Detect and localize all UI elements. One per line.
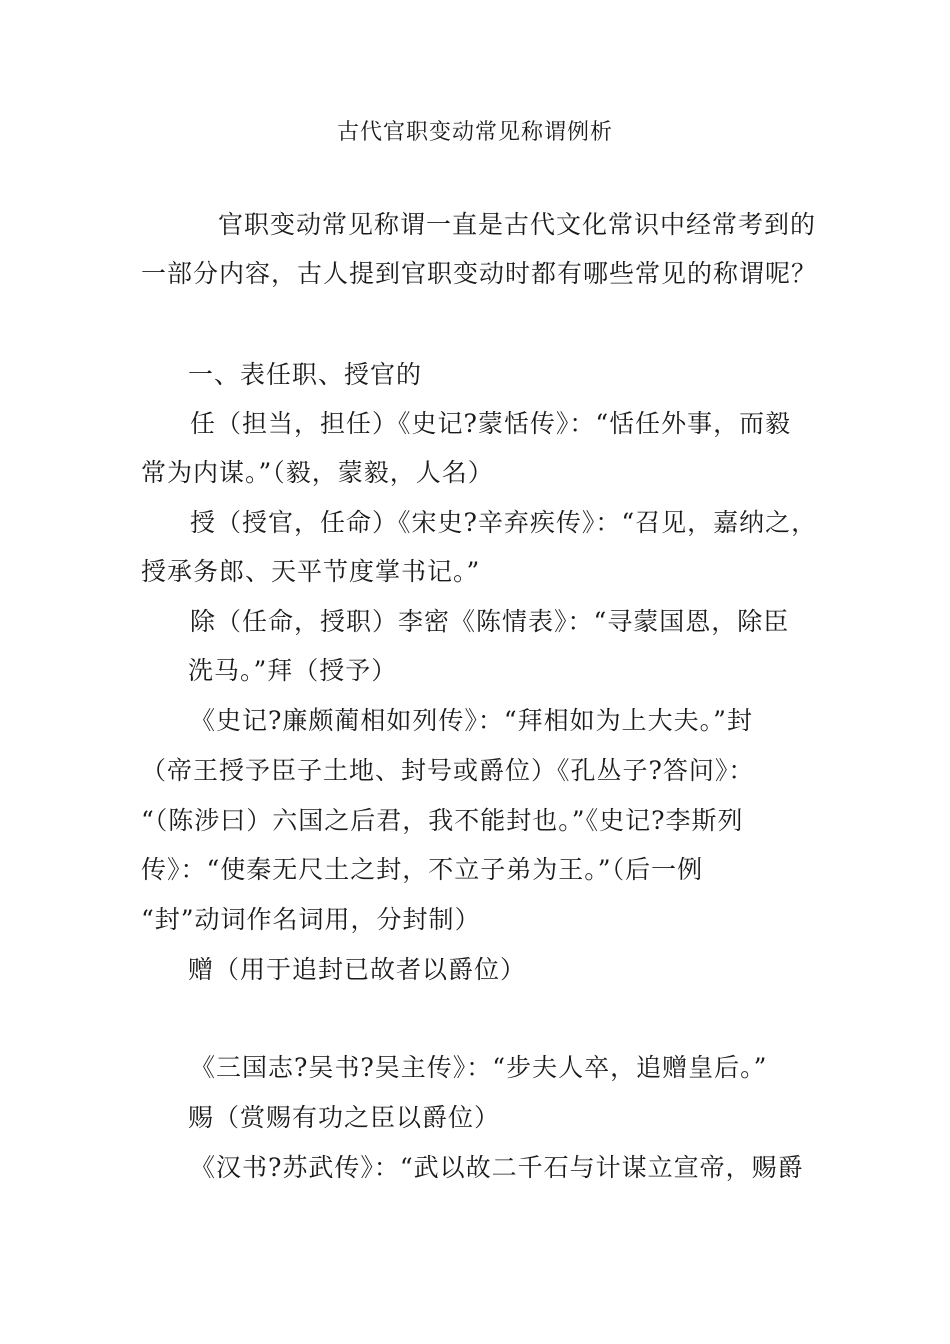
- paragraph-line-shou-2: 授承务郎、天平节度掌书记。”: [141, 557, 481, 586]
- paragraph-line-chu-2: 洗马。”拜（授予）: [188, 656, 398, 685]
- paragraph-line-feng-4: “封”动词作名词用，分封制）: [141, 905, 481, 934]
- paragraph-line-feng-2: “（陈涉曰）六国之后君，我不能封也。”《史记?李斯列: [141, 806, 744, 835]
- document-title: 古代官职变动常见称谓例析: [336, 120, 613, 145]
- paragraph-line-ci-2: 《汉书?苏武传》：“武以故二千石与计谋立宣帝，赐爵: [190, 1153, 804, 1182]
- section-heading: 一、表任职、授官的: [188, 360, 423, 389]
- paragraph-line-shou-1: 授（授官，任命）《宋史?辛弃疾传》：“召见，嘉纳之，: [190, 508, 818, 537]
- paragraph-line-ci-1: 赐（赏赐有功之臣以爵位）: [188, 1103, 501, 1132]
- paragraph-line-chu-1: 除（任命，授职）李密《陈情表》：“寻蒙国恩，除臣: [190, 607, 790, 636]
- intro-line-1: 官职变动常见称谓一直是古代文化常识中经常考到的: [218, 210, 817, 239]
- paragraph-line-feng-3: 传》：“使秦无尺土之封，不立子弟为王。”（后一例: [141, 855, 704, 884]
- paragraph-line-ren-2: 常为内谋。”（毅，蒙毅，人名）: [141, 458, 494, 487]
- paragraph-line-ren-1: 任（担当，担任）《史记?蒙恬传》：“恬任外事，而毅: [190, 409, 792, 438]
- paragraph-line-bai-1: 《史记?廉颇蔺相如列传》：“拜相如为上大夫。”封: [190, 706, 753, 735]
- intro-line-2: 一部分内容，古人提到官职变动时都有哪些常见的称谓呢？: [141, 259, 818, 288]
- paragraph-line-feng-1: （帝王授予臣子土地、封号或爵位）《孔丛子?答问》：: [141, 756, 755, 785]
- paragraph-line-zeng-2: 《三国志?吴书?吴主传》：“步夫人卒，追赠皇后。”: [190, 1053, 768, 1082]
- paragraph-line-zeng-1: 赠（用于追封已故者以爵位）: [188, 955, 527, 984]
